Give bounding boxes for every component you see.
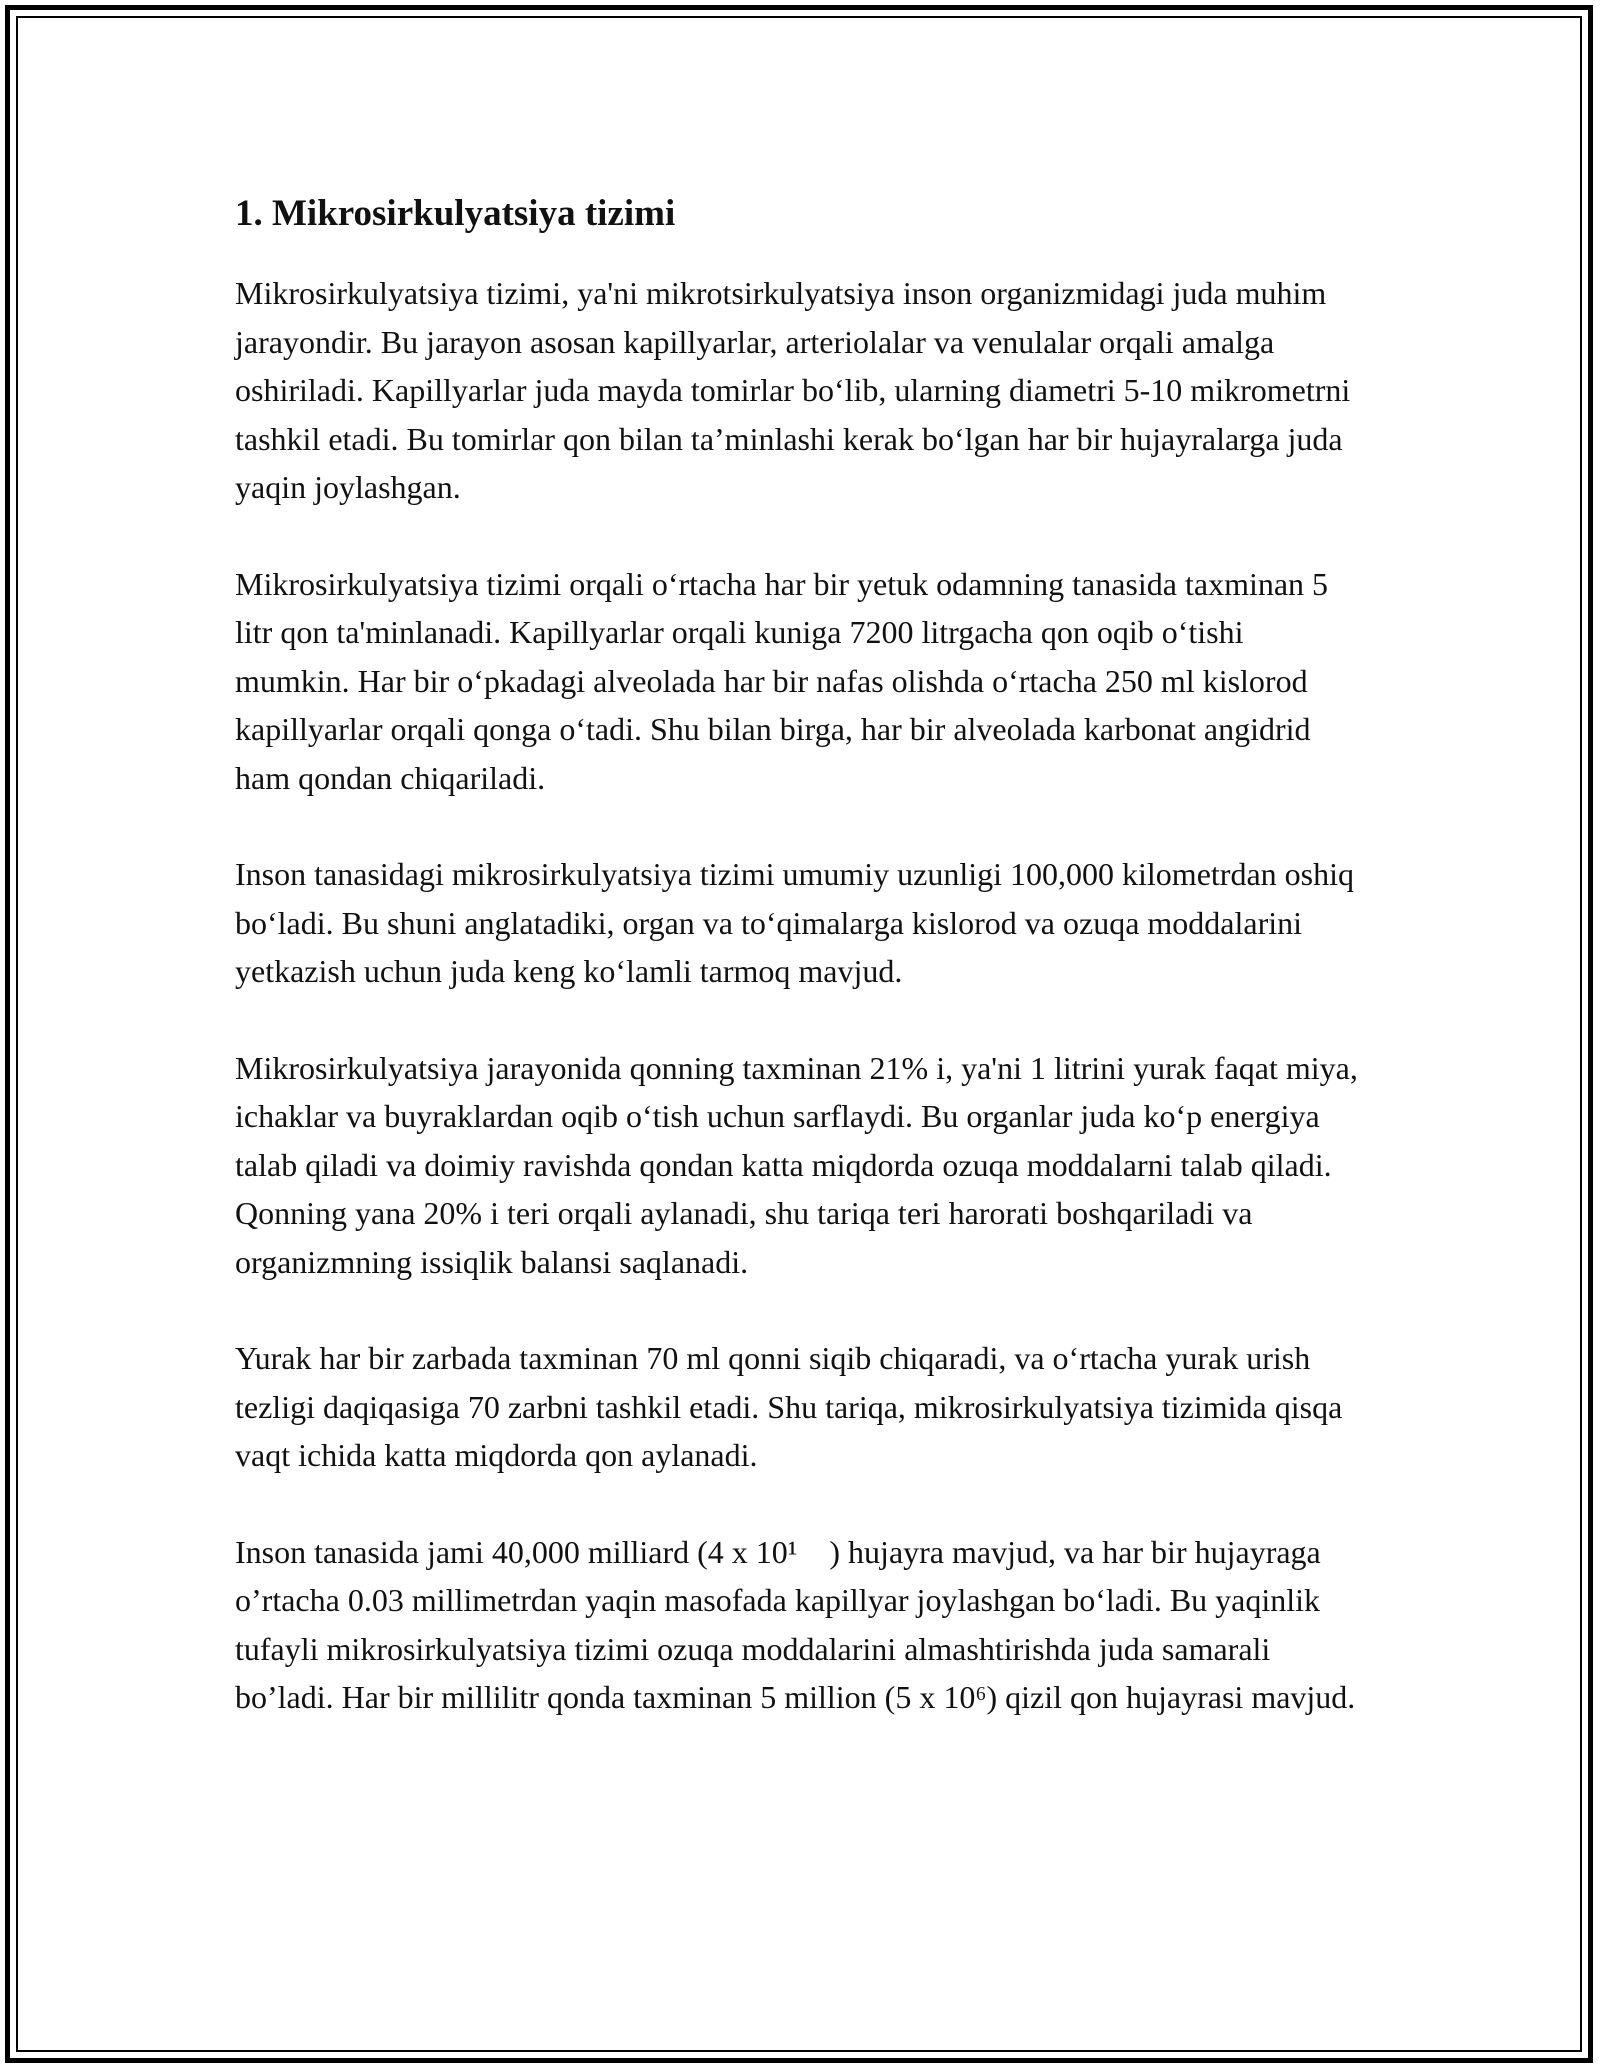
paragraph: Inson tanasida jami 40,000 milliard (4 x 10¹ ) hujayra mavjud, va har bir hujayraga o’rtacha 0.03 millimetrdan yaqin masofada kapillyar joylashgan bo‘ladi. Bu yaqinlik tufayli mikrosirkulyatsiya tizimi ozuqa moddalarini almashtirishda juda samarali bo’ladi. Har bir millilitr qonda taxminan 5 million (5 x 10⁶) qizil qon hujayrasi mavjud. <box>235 1533 1356 1715</box>
paragraph: Yurak har bir zarbada taxminan 70 ml qonni siqib chiqaradi, va o‘rtacha yurak urish tezligi daqiqasiga 70 zarbni tashkil etadi. Shu tariqa, mikrosirkulyatsiya tizimida qisqa vaqt ichida katta miqdorda qon aylanadi. <box>235 1340 1343 1473</box>
paragraph: Mikrosirkulyatsiya jarayonida qonning taxminan 21% i, ya'ni 1 litrini yurak faqat miya, ichaklar va buyraklardan oqib o‘tish uchun sarflaydi. Bu organlar juda ko‘p energiya talab qiladi va doimiy ravishda qondan katta miqdorda ozuqa moddalarni talab qiladi. Qonning yana 20% i teri orqali aylanadi, shu tariqa teri harorati boshqariladi va organizmning issiqlik balansi saqlanadi. <box>235 1049 1358 1280</box>
paragraph: Mikrosirkulyatsiya tizimi, ya'ni mikrotsirkulyatsiya inson organizmidagi juda muhim jarayondir. Bu jarayon asosan kapillyarlar, arteriolalar va venulalar orqali amalga oshiriladi. Kapillyarlar juda mayda tomirlar bo‘lib, ularning diametri 5-10 mikrometrni tashkil etadi. Bu tomirlar qon bilan ta’minlashi kerak bo‘lgan har bir hujayralarga juda yaqin joylashgan. <box>235 275 1351 505</box>
section-title: 1. Mikrosirkulyatsiya tizimi <box>235 193 676 234</box>
paragraph: Mikrosirkulyatsiya tizimi orqali o‘rtacha har bir yetuk odamning tanasida taxminan 5 litr qon ta'minlanadi. Kapillyarlar orqali kuniga 7200 litrgacha qon oqib o‘tishi mumkin. Har bir o‘pkadagi alveolada har bir nafas olishda o‘rtacha 250 ml kislorod kapillyarlar orqali qonga o‘tadi. Shu bilan birga, har bir alveolada karbonat angidrid ham qondan chiqariladi. <box>235 565 1329 796</box>
document-body <box>235 186 1365 1770</box>
paragraph: Inson tanasidagi mikrosirkulyatsiya tizimi umumiy uzunligi 100,000 kilometrdan oshiq bo‘ladi. Bu shuni anglatadiki, organ va to‘qimalarga kislorod va ozuqa moddalarini yetkazish uchun juda keng ko‘lamli tarmoq mavjud. <box>235 856 1354 989</box>
